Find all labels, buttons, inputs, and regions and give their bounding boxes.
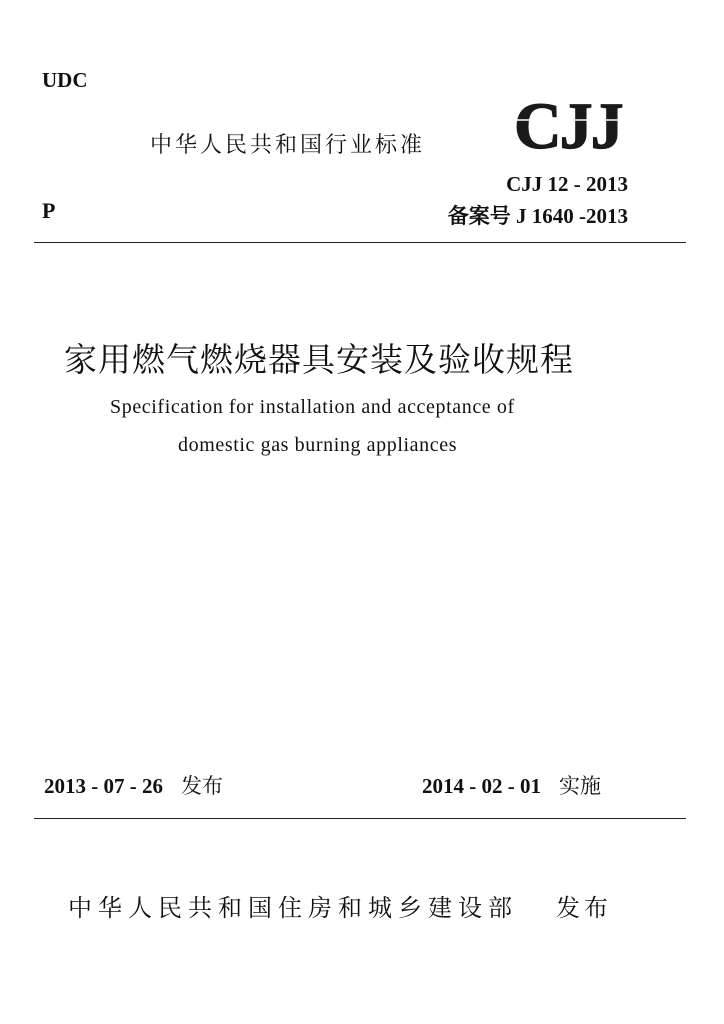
title-english-line1: Specification for installation and acceptance of [110,396,515,418]
issue-date: 2013 - 07 - 26 [44,774,163,798]
top-divider [34,242,686,243]
publish-label: 发布 [556,894,612,922]
standard-type: 中华人民共和国行业标准 [150,133,426,158]
classification-letter: P [42,198,56,223]
implement-date: 2014 - 02 - 01 [422,774,541,798]
title-chinese: 家用燃气燃烧器具安装及验收规程 [64,340,574,379]
standard-code: CJJ 12 - 2013 [506,172,628,196]
title-english-line2: domestic gas burning appliances [178,434,458,456]
implement-date-block [422,770,601,800]
implement-label: 实施 [559,774,601,798]
logo-letters: CJJ [514,90,622,156]
publisher: 中华人民共和国住房和城乡建设部 [68,894,518,922]
issue-label: 发布 [181,774,223,798]
bottom-divider [34,818,686,819]
record-number: 备案号 J 1640 -2013 [447,204,628,228]
issue-date-block [44,770,223,800]
cjj-logo [512,90,632,156]
udc-label: UDC [42,68,88,92]
